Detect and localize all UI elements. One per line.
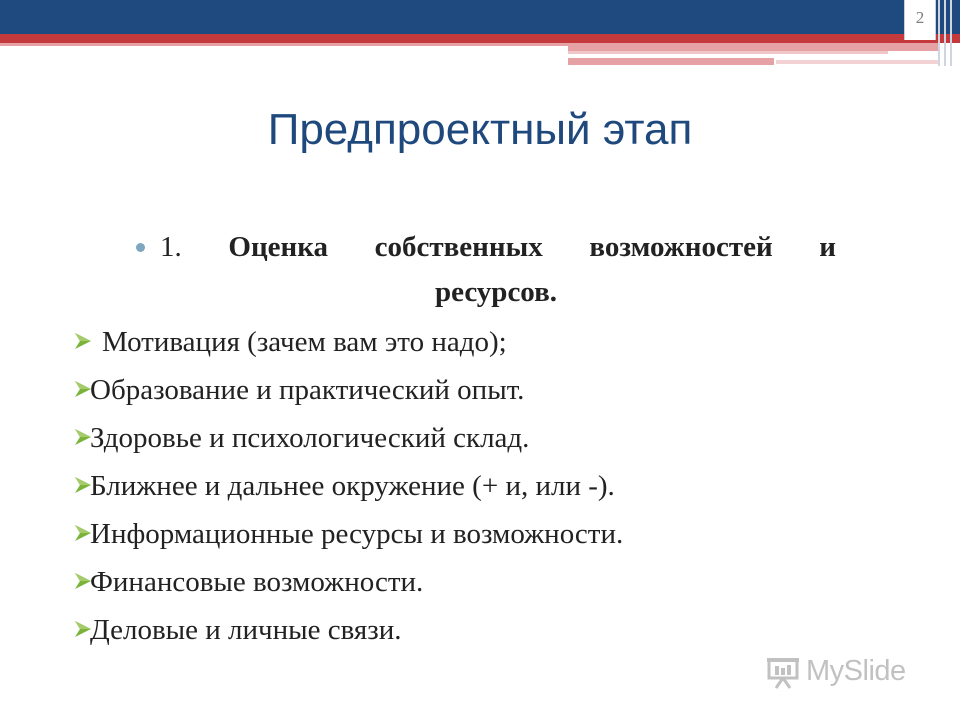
slide-number: 2 — [915, 8, 925, 27]
header-stripe — [776, 60, 940, 64]
watermark — [766, 653, 928, 693]
slide-title: Предпроектный этап — [267, 105, 693, 154]
main-bullet-line1 — [126, 225, 836, 270]
list-item-text: Деловые и личные связи. — [90, 614, 402, 646]
list-item-text: Здоровье и психологический склад. — [90, 422, 530, 454]
watermark-text: MySlide — [806, 655, 906, 687]
header-vertical-line — [950, 0, 952, 66]
header-bar-red — [0, 34, 960, 43]
main-bullet-line2: ресурсов. — [434, 276, 558, 308]
list-item-text: Информационные ресурсы и возможности. — [90, 518, 624, 550]
main-bullet-bold: Оценка собственных возможностей и — [228, 231, 836, 263]
list-item-text: Образование и практический опыт. — [90, 374, 525, 406]
header-stripe — [568, 51, 888, 54]
header-vertical-line — [938, 0, 940, 66]
header-bar-navy — [0, 0, 960, 34]
slide-number-box — [904, 0, 936, 40]
main-bullet — [126, 225, 836, 315]
main-bullet-prefix: 1. — [160, 231, 229, 263]
header-stripe — [568, 43, 940, 51]
projector-screen-icon — [766, 657, 800, 689]
arrow-bullet-icon — [74, 332, 92, 350]
header-stripe — [0, 43, 568, 46]
header-stripe — [568, 58, 774, 65]
list-item-text: Ближнее и дальнее окружение (+ и, или -). — [90, 470, 615, 502]
list-item-text: Финансовые возможности. — [90, 566, 424, 598]
list-item-text: Мотивация (зачем вам это надо); — [102, 326, 507, 358]
bullet-dot-icon — [136, 243, 145, 252]
header-vertical-line — [944, 0, 946, 66]
